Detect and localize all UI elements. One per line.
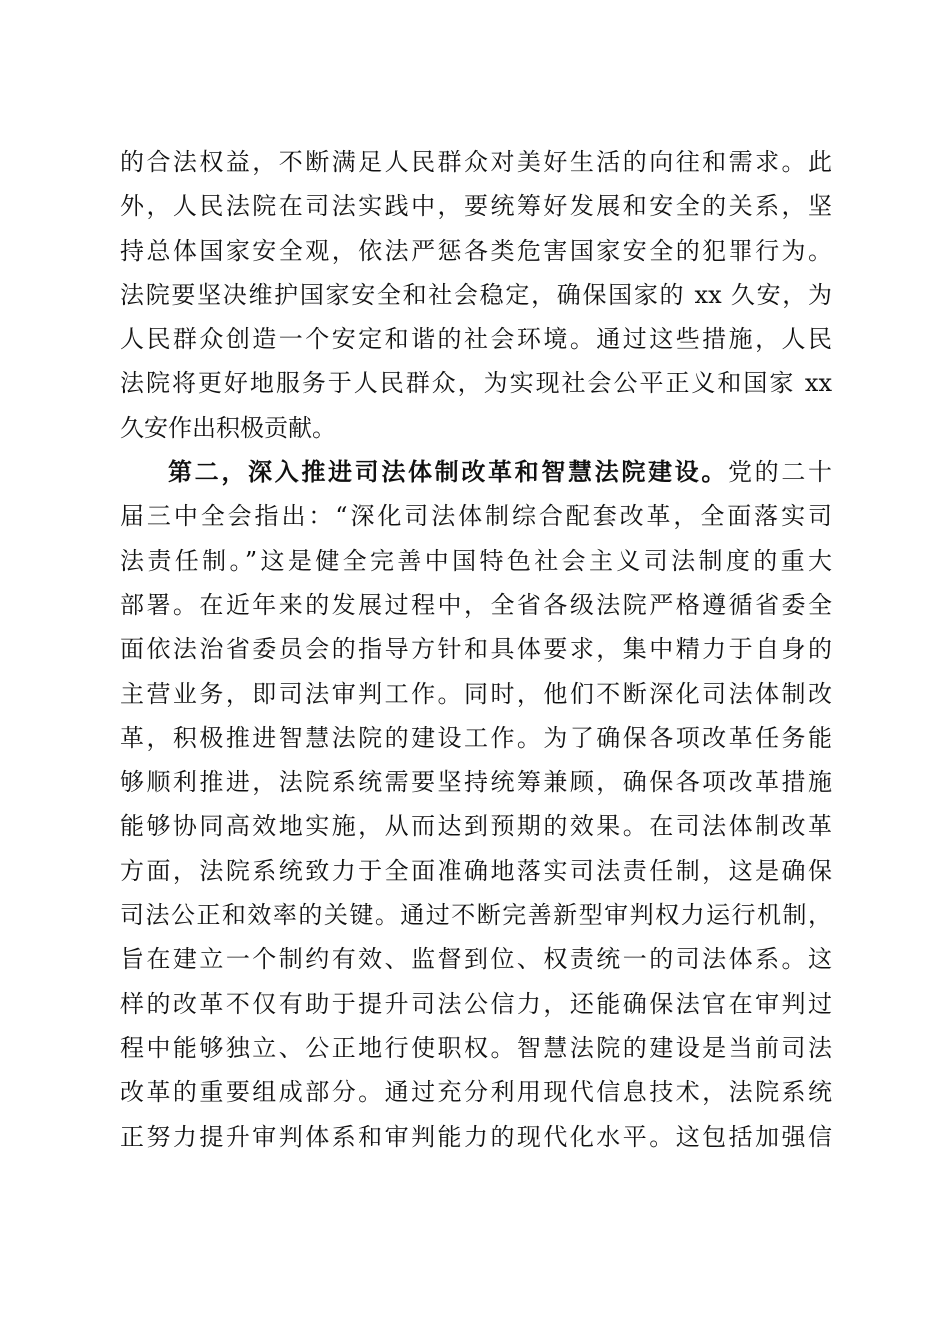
text-line: 样的改革不仅有助于提升司法公信力，还能确保法官在审判过 xyxy=(120,989,832,1018)
text-line: 够顺利推进，法院系统需要坚持统筹兼顾，确保各项改革措施 xyxy=(120,768,832,797)
text-line: 人民群众创造一个安定和谐的社会环境。通过这些措施，人民 xyxy=(120,325,832,354)
document-body xyxy=(120,140,832,1159)
text-line: 旨在建立一个制约有效、监督到位、权责统一的司法体系。这 xyxy=(120,945,832,974)
text-line: 的合法权益，不断满足人民群众对美好生活的向往和需求。此 xyxy=(120,148,832,176)
text-line: 法责任制。”这是健全完善中国特色社会主义司法制度的重大 xyxy=(120,546,832,575)
text-line: 久安作出积极贡献。 xyxy=(120,413,336,442)
text-fragment: 党的二十 xyxy=(728,458,832,487)
text-line: 法院将更好地服务于人民群众，为实现社会公平正义和国家 xx xyxy=(120,369,832,398)
text-line: 正努力提升审判体系和审判能力的现代化水平。这包括加强信 xyxy=(120,1122,832,1151)
text-line: 面依法治省委员会的指导方针和具体要求，集中精力于自身的 xyxy=(120,635,832,664)
text-line: 法院要坚决维护国家安全和社会稳定，确保国家的 xx 久安，为 xyxy=(120,280,832,309)
text-line: 主营业务，即司法审判工作。同时，他们不断深化司法体制改 xyxy=(120,679,832,708)
text-line: 改革的重要组成部分。通过充分利用现代信息技术，法院系统 xyxy=(120,1078,832,1107)
paragraph-first-line xyxy=(120,450,832,494)
text-line: 届三中全会指出：“深化司法体制综合配套改革，全面落实司 xyxy=(120,502,832,531)
text-line: 司法公正和效率的关键。通过不断完善新型审判权力运行机制， xyxy=(120,901,832,930)
section-heading: 第二，深入推进司法体制改革和智慧法院建设。 xyxy=(168,457,728,487)
text-line: 外，人民法院在司法实践中，要统筹好发展和安全的关系，坚 xyxy=(120,192,832,221)
text-line: 程中能够独立、公正地行使职权。智慧法院的建设是当前司法 xyxy=(120,1033,832,1062)
text-line: 方面，法院系统致力于全面准确地落实司法责任制，这是确保 xyxy=(120,856,832,885)
text-line: 持总体国家安全观，依法严惩各类危害国家安全的犯罪行为。 xyxy=(120,236,832,265)
text-line: 部署。在近年来的发展过程中，全省各级法院严格遵循省委全 xyxy=(120,590,832,619)
text-line: 能够协同高效地实施，从而达到预期的效果。在司法体制改革 xyxy=(120,812,832,841)
text-line: 革，积极推进智慧法院的建设工作。为了确保各项改革任务能 xyxy=(120,723,832,752)
